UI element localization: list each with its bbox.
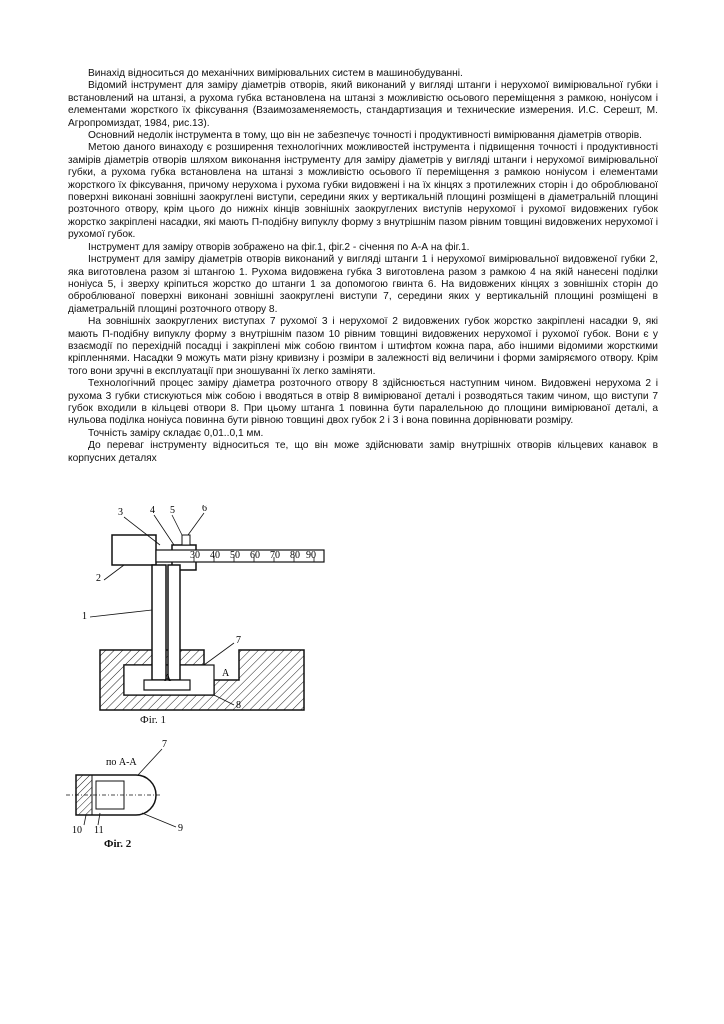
screw [182, 535, 190, 545]
scale-label: 30 [190, 550, 200, 561]
label-11: 11 [94, 825, 104, 835]
paragraph: Точність заміру складає 0,01..0,1 мм. [88, 427, 264, 439]
figure-1-caption: Фіг. 1 [140, 714, 167, 726]
scale-label: 40 [210, 550, 220, 561]
figure-1 [64, 505, 334, 730]
label-2: 2 [96, 573, 101, 584]
label-9: 9 [178, 823, 183, 834]
label-6: 6 [202, 505, 207, 514]
section-title: по А-А [106, 757, 137, 768]
fixed-jaw [112, 535, 156, 565]
figure-1-drawing [64, 505, 334, 730]
paragraph: На зовнішніх заокруглених виступах 7 рухомої 3 і нерухомої 2 видовжених губок жорстко закріплені насадки 9, які мають П-подібну випуклу форму з внутрішнім пазом 10 рівним товщині видовжених нерухомої і рухомої губок. Вони є у взаємодії по перехідній посадці і закріплені між собою гвинтом і штифтом кожна пара, або іншими відомими жорсткими кріпленнями. Насадки 9 можуть мати різну кривизну і розміри в залежності від величини і форми заміряємого отвору. Крім того вони зручні в експлуатації при зношуванні їх легко заміняти. [68, 316, 658, 377]
figure-2 [66, 735, 196, 835]
scale-label: 80 [290, 550, 300, 561]
section-mark: A [222, 668, 230, 679]
label-10: 10 [72, 825, 82, 835]
label-7: 7 [162, 739, 167, 750]
paragraph: Інструмент для заміру діаметрів отворів виконаний у вигляді штанги 1 і нерухомої вимірювальної видовженої губки 2, яка виготовлена разом зі штангою 1. Рухома видовжена губка 3 виготовлена разом з рамкою 4 на якій нанесені поділки ноніуса 5, і зверху кріпиться жорстко до штанги 1 за допомогою гвинта 6. На видовжених кінцях з зовнішніх сторін до оброблюваної поверхні виконані зовнішні заокруглені виступи 7, середини яких у вертикальній площині розміщені в діаметральній площині розточного отвору 8. [68, 254, 658, 315]
paragraph: Основний недолік інструмента в тому, що він не забезпечує точності і продуктивності вимірювання діаметрів отворів. [88, 130, 643, 142]
figure-2-caption: Фіг. 2 [104, 838, 132, 850]
figure-2-drawing [66, 735, 196, 835]
fixed-jaw-stem [152, 565, 166, 680]
scale-label: 60 [250, 550, 260, 561]
label-8: 8 [236, 700, 241, 711]
paragraph: Технологічний процес заміру діаметра розточного отвору 8 здійснюється наступним чином. Видовжені нерухома 2 і рухома 3 губки стискуються між собою і вводяться в отвір 8 вимірюваної деталі і розводяться таким чином, що виступи 7 губок входили в кільцеві отвори 8. При цьому штанга 1 повинна бути паралельною до площини вимірюваної деталі, а нульова поділка ноніуса повинна бути рівною товщині двох губок 2 і 3 і вона повинна дорівнювати розміру. [68, 378, 658, 427]
body-text [68, 68, 658, 465]
scale-label: 90 [306, 550, 316, 561]
section-mark: A [164, 673, 172, 684]
paragraph: Метою даного винаходу є розширення технологічних можливостей інструмента і підвищення точності і продуктивності замірів діаметрів отворів шляхом виконання інструменту для заміру діаметрів у вигляді штанги і нерухомої вимірювальної губки, а рухома губка встановлена на штанзі з можливістю осьового її переміщення з рамкою ноніусом і елементами жорсткого їх фіксування, причому нерухома і рухома губки видовжені і на їх кінцях з протилежних сторін і до оброблюваної поверхні виконані зовнішні заокруглені виступи, середини яких у вертикальній площині розміщені в діаметральній площині розточного отвору, крім цього до нижніх кінців зовнішніх заокруглених виступів нерухомої і рухомої видовжених губок жорстко закріплені насадки, які мають П-подібну випуклу форму з внутрішнім пазом рівним товщині видовжених нерухомої і рухомої губок. [68, 142, 658, 241]
scale-label: 50 [230, 550, 240, 561]
paragraph: До переваг інструменту відноситься те, що він може здійснювати замір внутрішніх отворів кільцевих канавок в корпусних деталях [68, 440, 658, 464]
inner-slot [96, 781, 124, 809]
label-7: 7 [236, 635, 241, 646]
scale-label: 70 [270, 550, 280, 561]
label-1: 1 [82, 611, 87, 622]
label-4: 4 [150, 505, 155, 516]
movable-jaw-stem [168, 565, 180, 680]
paragraph: Відомий інструмент для заміру діаметрів отворів, який виконаний у вигляді штанги і нерухомої вимірювальної губки і встановлений на штанзі, а рухома губка встановлена на штанзі з можливістю осьового переміщення з рамкою, ноніусом і елементами жорсткого їх фіксування (Взаимозаменяемость, стандартизация и технические измерения. И.С. Серешт, М. Агропромиздат, 1984, рис.13). [68, 80, 658, 129]
label-5: 5 [170, 505, 175, 516]
paragraph: Винахід відноситься до механічних вимірювальних систем в машинобудуванні. [88, 68, 463, 79]
paragraph: Інструмент для заміру отворів зображено на фіг.1, фіг.2 - січення по А-А на фіг.1. [88, 241, 470, 253]
label-3: 3 [118, 507, 123, 518]
